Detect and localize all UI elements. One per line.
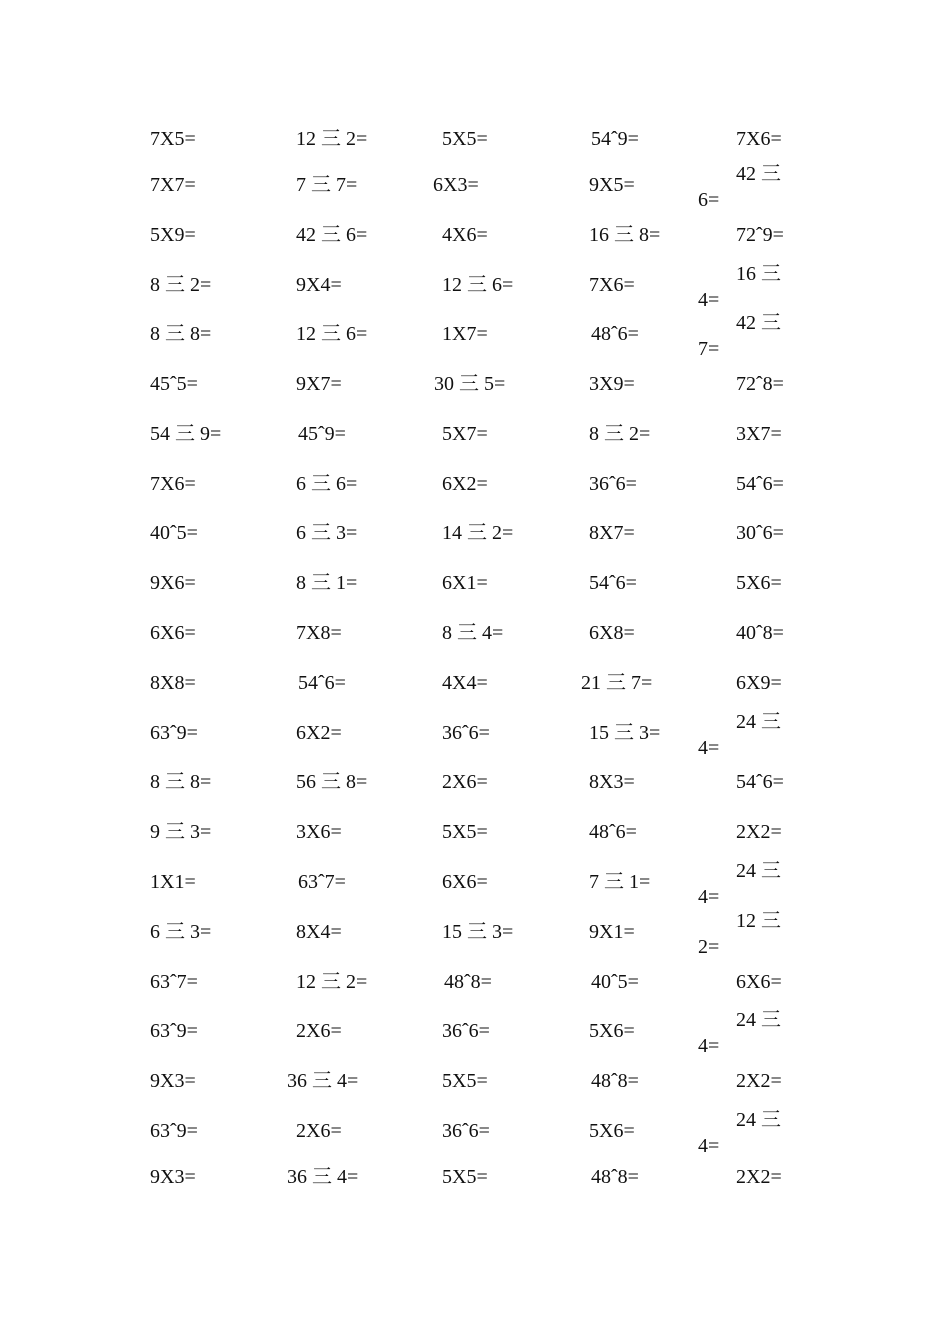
problem-r13-c5: 24 三 bbox=[736, 711, 781, 733]
problem-r20-c3: 5X5= bbox=[442, 1070, 488, 1092]
problem-r15-c3: 5X5= bbox=[442, 821, 488, 843]
problem-r20-c2: 36 三 4= bbox=[287, 1070, 359, 1092]
problem-r15-c1: 9 三 3= bbox=[150, 821, 212, 843]
problem-r13-c1: 63ˆ9= bbox=[150, 722, 198, 744]
problem-r4-c5: 16 三 bbox=[736, 263, 781, 285]
problem-r7-c1: 54 三 9= bbox=[150, 423, 222, 445]
problem-r21-c5: 24 三 bbox=[736, 1109, 781, 1131]
problem-r13-c2: 6X2= bbox=[296, 722, 342, 744]
problem-r16-c3: 6X6= bbox=[442, 871, 488, 893]
problem-r5-c3: 1X7= bbox=[442, 323, 488, 345]
problem-r13-c4: 15 三 3= bbox=[589, 722, 661, 744]
problem-r5-c1: 8 三 8= bbox=[150, 323, 212, 345]
problem-r13-c5-wrap: 4= bbox=[698, 737, 720, 759]
problem-r10-c4: 54ˆ6= bbox=[589, 572, 637, 594]
problem-r13-c3: 36ˆ6= bbox=[442, 722, 490, 744]
problem-r16-c5: 24 三 bbox=[736, 860, 781, 882]
problem-r8-c4: 36ˆ6= bbox=[589, 473, 637, 495]
problem-r22-c2: 36 三 4= bbox=[287, 1166, 359, 1188]
problem-r1-c5: 7X6= bbox=[736, 128, 782, 150]
problem-r10-c2: 8 三 1= bbox=[296, 572, 358, 594]
problem-r22-c5: 2X2= bbox=[736, 1166, 782, 1188]
problem-r6-c2: 9X7= bbox=[296, 373, 342, 395]
problem-r20-c4: 48ˆ8= bbox=[591, 1070, 639, 1092]
problem-r18-c5: 6X6= bbox=[736, 971, 782, 993]
problem-r12-c2: 54ˆ6= bbox=[298, 672, 346, 694]
problem-r5-c2: 12 三 6= bbox=[296, 323, 368, 345]
problem-r2-c1: 7X7= bbox=[150, 174, 196, 196]
problem-r15-c4: 48ˆ6= bbox=[589, 821, 637, 843]
problem-r9-c4: 8X7= bbox=[589, 522, 635, 544]
problem-r9-c2: 6 三 3= bbox=[296, 522, 358, 544]
problem-r16-c1: 1X1= bbox=[150, 871, 196, 893]
problem-r14-c3: 2X6= bbox=[442, 771, 488, 793]
problem-r19-c2: 2X6= bbox=[296, 1020, 342, 1042]
problem-r7-c5: 3X7= bbox=[736, 423, 782, 445]
problem-r12-c1: 8X8= bbox=[150, 672, 196, 694]
problem-r18-c4: 40ˆ5= bbox=[591, 971, 639, 993]
problem-r18-c3: 48ˆ8= bbox=[444, 971, 492, 993]
problem-r7-c4: 8 三 2= bbox=[589, 423, 651, 445]
problem-r5-c5-wrap: 7= bbox=[698, 338, 720, 360]
problem-r4-c1: 8 三 2= bbox=[150, 274, 212, 296]
problem-r17-c5: 12 三 bbox=[736, 910, 781, 932]
problem-r10-c1: 9X6= bbox=[150, 572, 196, 594]
problem-r1-c2: 12 三 2= bbox=[296, 128, 368, 150]
problem-r19-c1: 63ˆ9= bbox=[150, 1020, 198, 1042]
problem-r4-c3: 12 三 6= bbox=[442, 274, 514, 296]
problem-r12-c3: 4X4= bbox=[442, 672, 488, 694]
problem-r4-c4: 7X6= bbox=[589, 274, 635, 296]
problem-r18-c2: 12 三 2= bbox=[296, 971, 368, 993]
problem-r12-c4: 21 三 7= bbox=[581, 672, 653, 694]
problem-r21-c1: 63ˆ9= bbox=[150, 1120, 198, 1142]
problem-r5-c5: 42 三 bbox=[736, 312, 781, 334]
problem-r17-c4: 9X1= bbox=[589, 921, 635, 943]
problem-r8-c1: 7X6= bbox=[150, 473, 196, 495]
problem-r8-c5: 54ˆ6= bbox=[736, 473, 784, 495]
problem-r11-c5: 40ˆ8= bbox=[736, 622, 784, 644]
problem-r21-c5-wrap: 4= bbox=[698, 1135, 720, 1157]
problem-r2-c4: 9X5= bbox=[589, 174, 635, 196]
problem-r10-c5: 5X6= bbox=[736, 572, 782, 594]
problem-r11-c2: 7X8= bbox=[296, 622, 342, 644]
problem-r1-c4: 54ˆ9= bbox=[591, 128, 639, 150]
problem-r19-c3: 36ˆ6= bbox=[442, 1020, 490, 1042]
problem-r1-c3: 5X5= bbox=[442, 128, 488, 150]
problem-r11-c3: 8 三 4= bbox=[442, 622, 504, 644]
problem-r6-c3: 30 三 5= bbox=[434, 373, 506, 395]
problem-r22-c4: 48ˆ8= bbox=[591, 1166, 639, 1188]
problem-r11-c1: 6X6= bbox=[150, 622, 196, 644]
problem-r3-c1: 5X9= bbox=[150, 224, 196, 246]
problem-r1-c1: 7X5= bbox=[150, 128, 196, 150]
problem-r21-c4: 5X6= bbox=[589, 1120, 635, 1142]
problem-r3-c5: 72ˆ9= bbox=[736, 224, 784, 246]
problem-r15-c5: 2X2= bbox=[736, 821, 782, 843]
problem-r16-c4: 7 三 1= bbox=[589, 871, 651, 893]
problem-r6-c1: 45ˆ5= bbox=[150, 373, 198, 395]
problem-r20-c5: 2X2= bbox=[736, 1070, 782, 1092]
problem-r8-c3: 6X2= bbox=[442, 473, 488, 495]
problem-r14-c5: 54ˆ6= bbox=[736, 771, 784, 793]
problem-r2-c5-wrap: 6= bbox=[698, 189, 720, 211]
problem-r20-c1: 9X3= bbox=[150, 1070, 196, 1092]
problem-r17-c5-wrap: 2= bbox=[698, 936, 720, 958]
problem-r19-c5: 24 三 bbox=[736, 1009, 781, 1031]
problem-r3-c2: 42 三 6= bbox=[296, 224, 368, 246]
problem-r19-c5-wrap: 4= bbox=[698, 1035, 720, 1057]
problem-r3-c3: 4X6= bbox=[442, 224, 488, 246]
problem-r18-c1: 63ˆ7= bbox=[150, 971, 198, 993]
problem-r14-c1: 8 三 8= bbox=[150, 771, 212, 793]
problem-r9-c1: 40ˆ5= bbox=[150, 522, 198, 544]
problem-r2-c5: 42 三 bbox=[736, 163, 781, 185]
problem-r5-c4: 48ˆ6= bbox=[591, 323, 639, 345]
problem-r6-c5: 72ˆ8= bbox=[736, 373, 784, 395]
problem-r14-c2: 56 三 8= bbox=[296, 771, 368, 793]
problem-r7-c3: 5X7= bbox=[442, 423, 488, 445]
problem-r22-c1: 9X3= bbox=[150, 1166, 196, 1188]
problem-r3-c4: 16 三 8= bbox=[589, 224, 661, 246]
problem-r15-c2: 3X6= bbox=[296, 821, 342, 843]
problem-r10-c3: 6X1= bbox=[442, 572, 488, 594]
problem-r21-c3: 36ˆ6= bbox=[442, 1120, 490, 1142]
problem-r4-c2: 9X4= bbox=[296, 274, 342, 296]
problem-r14-c4: 8X3= bbox=[589, 771, 635, 793]
problem-r9-c5: 30ˆ6= bbox=[736, 522, 784, 544]
problem-r22-c3: 5X5= bbox=[442, 1166, 488, 1188]
problem-r7-c2: 45ˆ9= bbox=[298, 423, 346, 445]
problem-r16-c5-wrap: 4= bbox=[698, 886, 720, 908]
problem-r2-c2: 7 三 7= bbox=[296, 174, 358, 196]
problem-r16-c2: 63ˆ7= bbox=[298, 871, 346, 893]
problem-r17-c3: 15 三 3= bbox=[442, 921, 514, 943]
problem-r9-c3: 14 三 2= bbox=[442, 522, 514, 544]
problem-r19-c4: 5X6= bbox=[589, 1020, 635, 1042]
problem-r4-c5-wrap: 4= bbox=[698, 289, 720, 311]
problem-r12-c5: 6X9= bbox=[736, 672, 782, 694]
problem-r2-c3: 6X3= bbox=[433, 174, 479, 196]
problem-r6-c4: 3X9= bbox=[589, 373, 635, 395]
problem-r11-c4: 6X8= bbox=[589, 622, 635, 644]
problem-r17-c1: 6 三 3= bbox=[150, 921, 212, 943]
problem-r17-c2: 8X4= bbox=[296, 921, 342, 943]
problem-r8-c2: 6 三 6= bbox=[296, 473, 358, 495]
problem-r21-c2: 2X6= bbox=[296, 1120, 342, 1142]
